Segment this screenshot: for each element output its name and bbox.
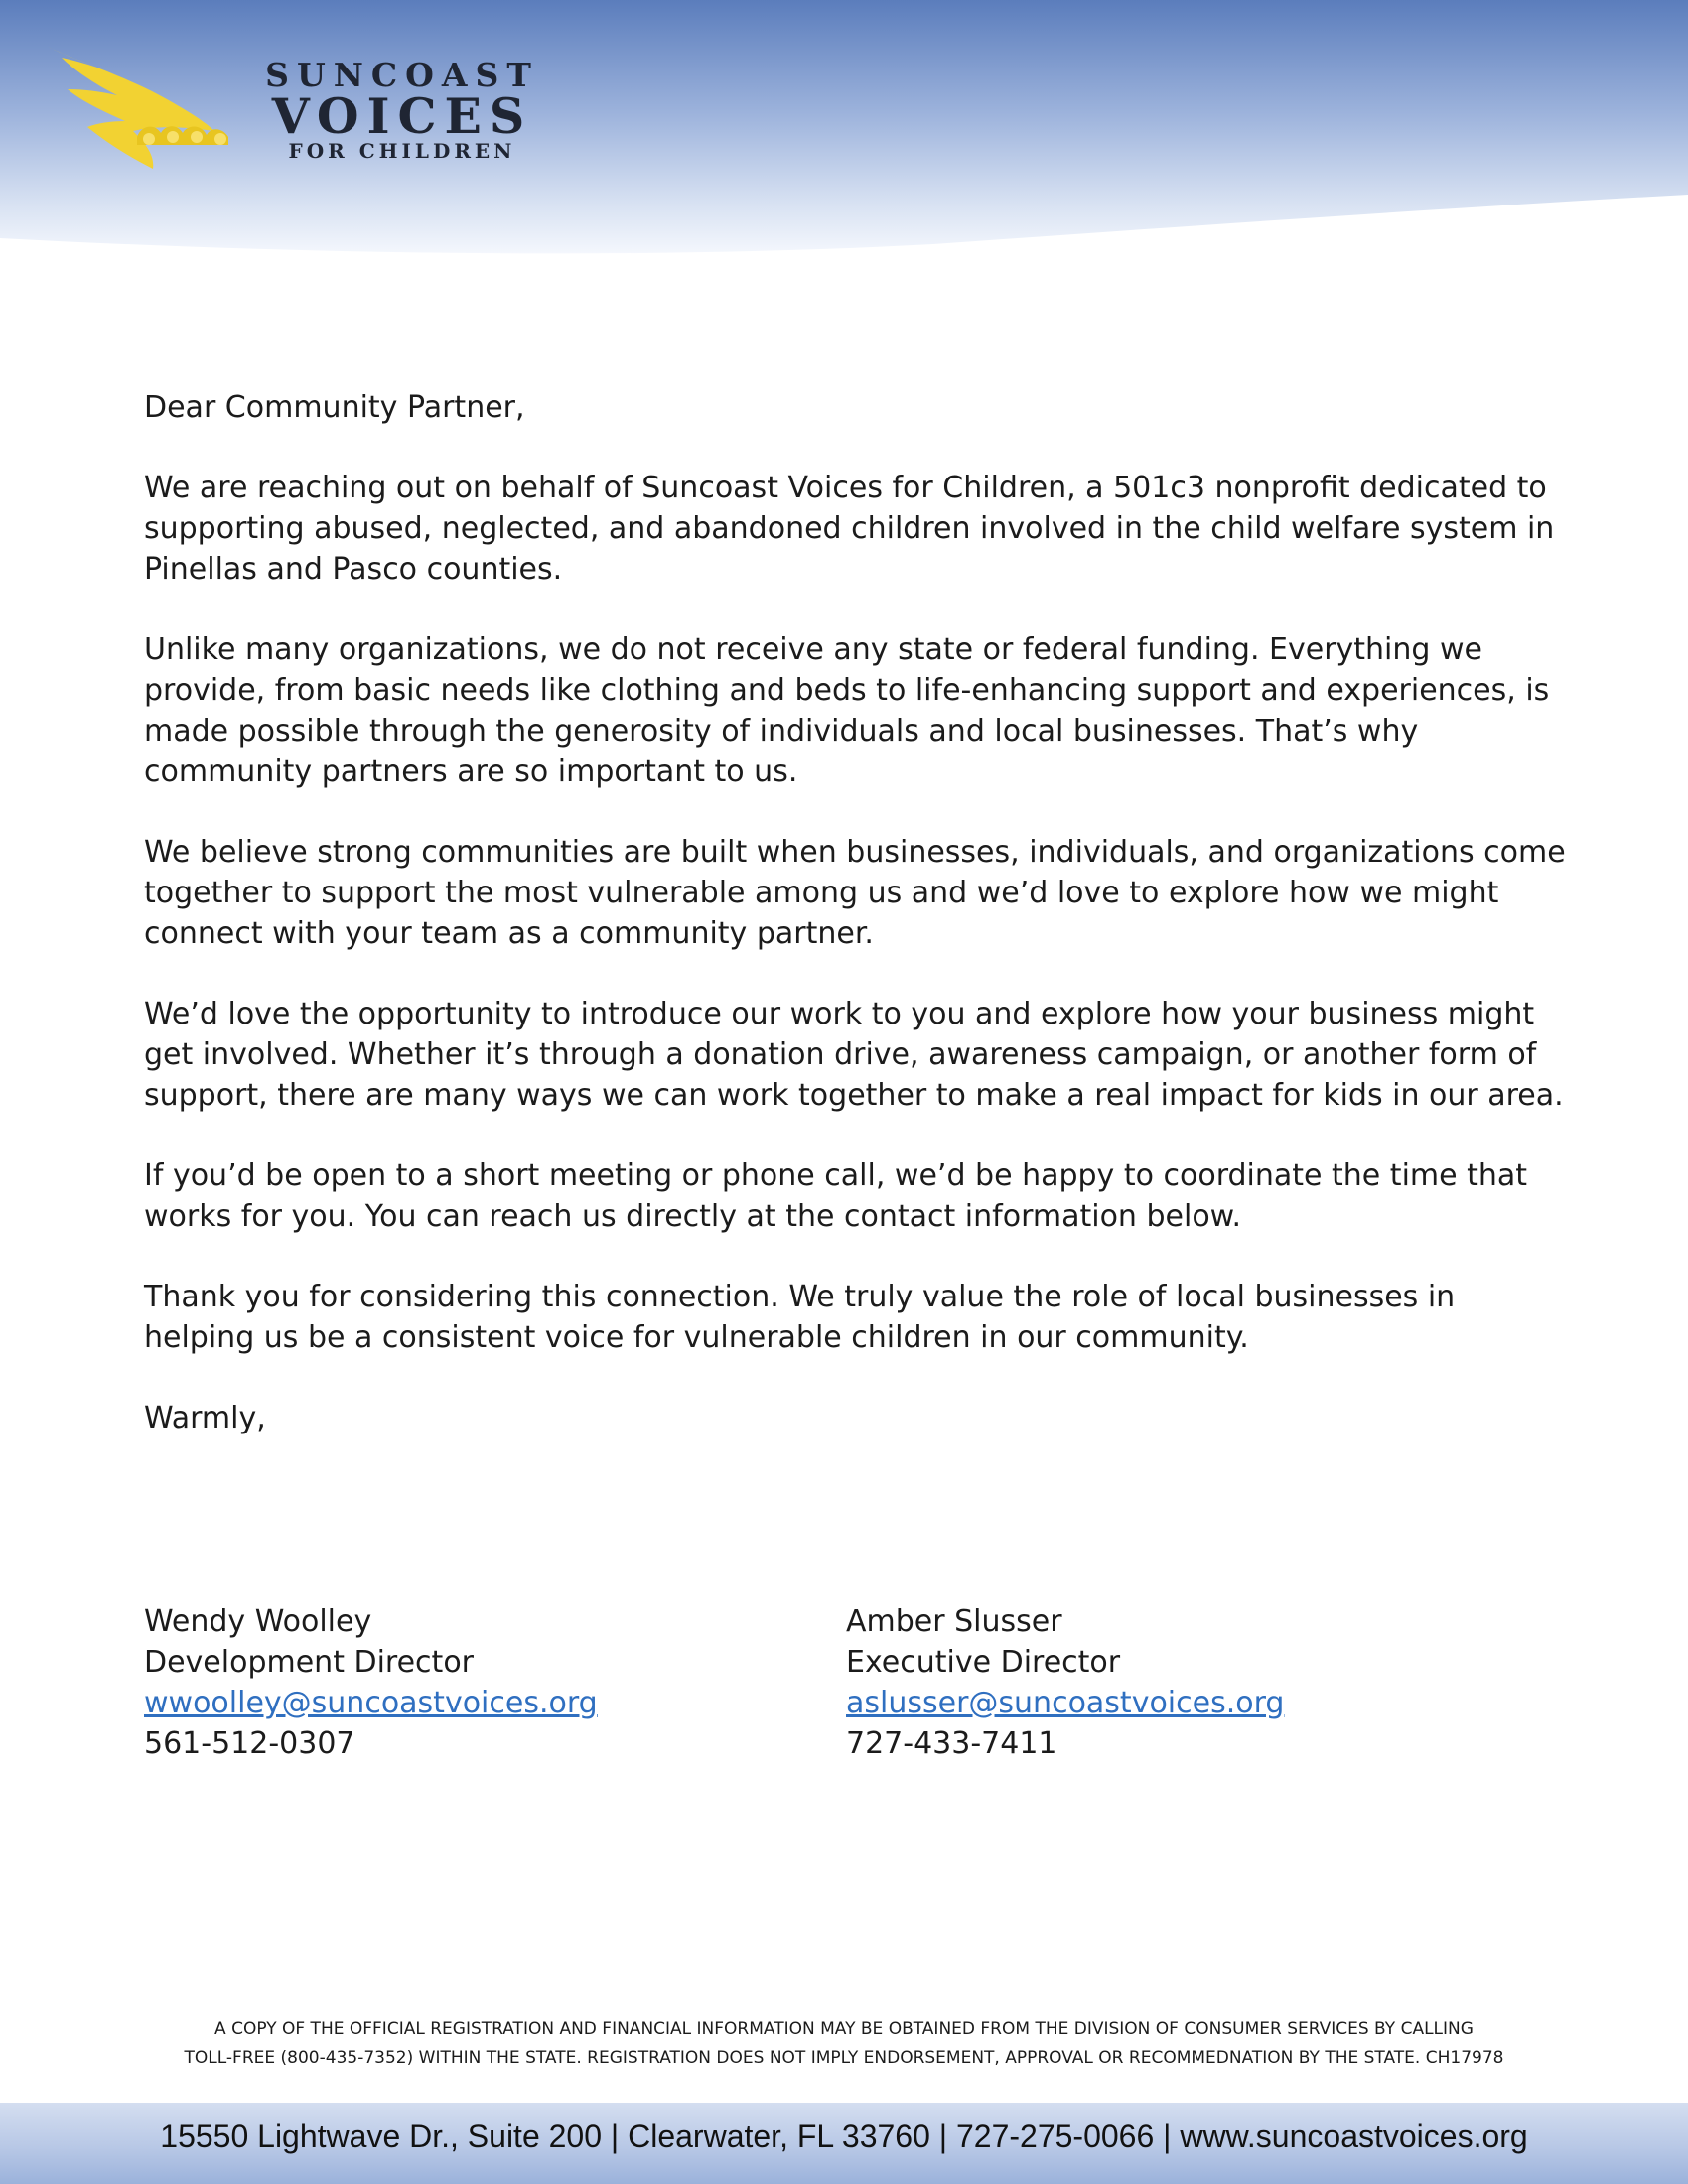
letter-paragraph: Unlike many organizations, we do not receive any state or federal funding. Everything we provide, from basic needs like clothing and beds to life-enhancing support and experiences, is made possible through the generosity of individuals and local businesses. That’s why community partners are so important to us. (144, 632, 1550, 789)
organization-logo (38, 40, 539, 179)
letter-paragraph: Thank you for considering this connection. We truly value the role of local businesses in helping us be a consistent voice for vulnerable children in our community. (144, 1280, 1456, 1355)
registration-disclaimer (0, 2015, 1688, 2073)
salutation: Dear Community Partner, (144, 390, 525, 425)
signature-block (144, 1601, 779, 1764)
letter-paragraph: We believe strong communities are built when businesses, individuals, and organizations come together to support the most vulnerable among us and we’d love to explore how we might connect with your team as a community partner. (144, 835, 1566, 951)
signer-name: Wendy Woolley (144, 1604, 372, 1639)
signer-name: Amber Slusser (846, 1604, 1062, 1639)
closing: Warmly, (144, 1401, 266, 1435)
letter-paragraph: We’d love the opportunity to introduce our work to you and explore how your business might get involved. Whether it’s through a donation drive, awareness campaign, or another form of support, there are many ways we can work together to make a real impact for kids in our area. (144, 997, 1564, 1113)
signer-phone: 727-433-7411 (846, 1726, 1057, 1761)
letter-body (144, 387, 1574, 1478)
golden-wing-logo-icon (38, 40, 266, 179)
footer-contact-info: 15550 Lightwave Dr., Suite 200 | Clearwater, FL 33760 | 727-275-0066 | www.suncoastvoices.org (160, 2118, 1528, 2154)
signer-title: Development Director (144, 1645, 475, 1680)
letter-paragraph: If you’d be open to a short meeting or phone call, we’d be happy to coordinate the time that works for you. You can reach us directly at the contact information below. (144, 1159, 1528, 1234)
disclaimer-line: TOLL-FREE (800-435-7352) WITHIN THE STATE. REGISTRATION DOES NOT IMPLY ENDORSEMENT, APPROVAL OR RECOMMEDNATION BY THE STATE. CH17978 (184, 2048, 1504, 2068)
signature-block (846, 1601, 1481, 1764)
disclaimer-line: A COPY OF THE OFFICIAL REGISTRATION AND FINANCIAL INFORMATION MAY BE OBTAINED FROM THE DIVISION OF CONSUMER SERVICES BY CALLING (214, 2019, 1474, 2039)
footer-bar (0, 2103, 1688, 2184)
signer-title: Executive Director (846, 1645, 1121, 1680)
letter-paragraph: We are reaching out on behalf of Suncoast Voices for Children, a 501c3 nonprofit dedicated to supporting abused, neglected, and abandoned children involved in the child welfare system in Pinellas and Pasco counties. (144, 471, 1555, 587)
logo-wordmark (248, 58, 556, 163)
signer-email-link[interactable]: aslusser@suncoastvoices.org (846, 1686, 1285, 1720)
logo-line-for-children: FOR CHILDREN (288, 139, 516, 163)
logo-line-suncoast: SUNCOAST (265, 56, 539, 94)
signer-email-link[interactable]: wwoolley@suncoastvoices.org (144, 1686, 598, 1720)
signer-phone: 561-512-0307 (144, 1726, 355, 1761)
logo-line-voices: VOICES (271, 87, 533, 145)
